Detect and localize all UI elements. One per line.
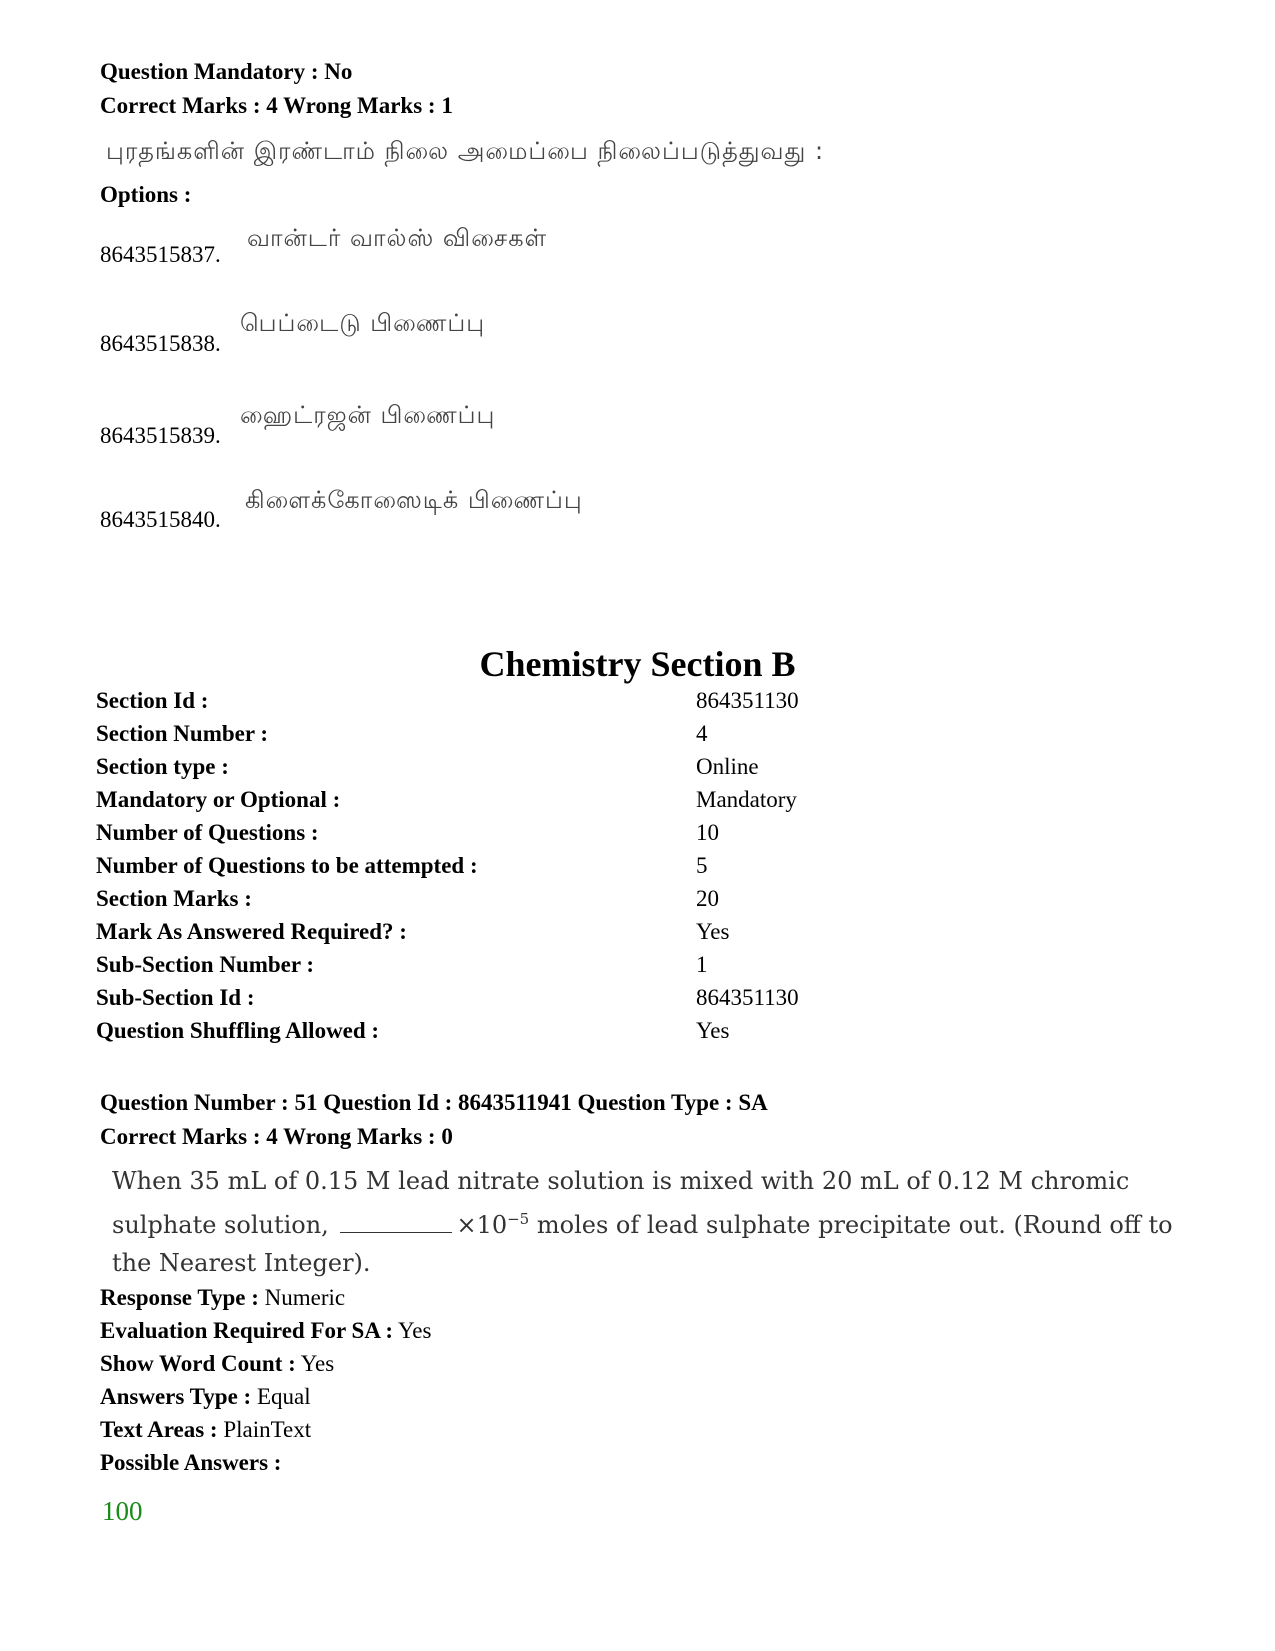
prop-line	[100, 1415, 311, 1445]
section-row	[96, 849, 1096, 882]
prop-line	[100, 1283, 345, 1313]
section-row-key: Number of Questions :	[96, 820, 319, 845]
section-title: Chemistry Section B	[479, 644, 796, 684]
section-row-value: Mandatory	[696, 787, 797, 812]
question-text	[112, 1162, 1187, 1282]
option-text: கிளைக்கோஸைடிக் பிணைப்பு	[245, 486, 583, 514]
prop-key: Response Type :	[100, 1285, 259, 1310]
question-text-part1: When 35 mL of 0.15 M lead nitrate solution is mixed with 20 mL of 0.12 M chromic sulphate solution,	[112, 1167, 1130, 1239]
question-text-multiplier: ×10	[456, 1211, 508, 1239]
prev-marks-line: Correct Marks : 4 Wrong Marks : 1	[100, 93, 453, 118]
prop-key: Text Areas :	[100, 1417, 218, 1442]
section-row-key: Sub-Section Id :	[96, 985, 255, 1010]
section-row-value: Online	[696, 754, 759, 779]
prop-line	[100, 1316, 431, 1346]
section-row	[96, 915, 1096, 948]
prop-value: Yes	[300, 1351, 335, 1376]
section-row-value: 10	[696, 820, 719, 845]
section-row-key: Section type :	[96, 754, 229, 779]
section-row-key: Sub-Section Number :	[96, 952, 315, 977]
question-text-part2: moles of lead sulphate precipitate out. (Round off to the Nearest Integer).	[112, 1211, 1173, 1277]
section-row-value: 5	[696, 853, 708, 878]
prop-key: Show Word Count :	[100, 1351, 296, 1376]
question-text-exponent: −5	[507, 1210, 530, 1228]
prop-key: Answers Type :	[100, 1384, 252, 1409]
section-row-key: Mark As Answered Required? :	[96, 919, 407, 944]
options-label: Options :	[100, 182, 192, 207]
prop-line	[100, 1382, 311, 1412]
section-row-key: Mandatory or Optional :	[96, 787, 341, 812]
section-row-key: Section Number :	[96, 721, 269, 746]
section-row-value: Yes	[696, 919, 730, 944]
prop-value: Equal	[256, 1384, 311, 1409]
possible-answer-value: 100	[102, 1496, 143, 1526]
question-mandatory-label: Question Mandatory :	[100, 59, 319, 84]
section-row	[96, 684, 1096, 717]
section-row-key: Section Id :	[96, 688, 209, 713]
section-row	[96, 1014, 1096, 1047]
option-id: 8643515840.	[100, 507, 221, 532]
question-header: Question Number : 51 Question Id : 8643511941 Question Type : SA	[100, 1090, 768, 1115]
prev-question-text: புரதங்களின் இரண்டாம் நிலை அமைப்பை நிலைப்படுத்துவது :	[106, 137, 825, 165]
option-text: ஹைட்ரஜன் பிணைப்பு	[240, 401, 496, 429]
section-row	[96, 717, 1096, 750]
section-row	[96, 948, 1096, 981]
possible-answers-label: Possible Answers :	[100, 1450, 282, 1475]
prop-value: Numeric	[264, 1285, 346, 1310]
section-row-key: Question Shuffling Allowed :	[96, 1018, 380, 1043]
option-id: 8643515837.	[100, 242, 221, 267]
section-row	[96, 783, 1096, 816]
section-row-value: 20	[696, 886, 719, 911]
prop-value: Yes	[398, 1318, 432, 1343]
prop-line	[100, 1349, 334, 1379]
section-row-value: 1	[696, 952, 708, 977]
section-row	[96, 750, 1096, 783]
section-row	[96, 981, 1096, 1014]
section-row-value: 864351130	[696, 985, 799, 1010]
section-row-key: Number of Questions to be attempted :	[96, 853, 478, 878]
option-text: பெப்டைடு பிணைப்பு	[240, 309, 486, 337]
option-id: 8643515838.	[100, 331, 221, 356]
section-row-value: 864351130	[696, 688, 799, 713]
question-mandatory-line	[100, 57, 352, 87]
section-row-value: 4	[696, 721, 708, 746]
question-marks-line: Correct Marks : 4 Wrong Marks : 0	[100, 1124, 453, 1149]
section-row-value: Yes	[696, 1018, 730, 1043]
prop-key: Evaluation Required For SA :	[100, 1318, 394, 1343]
answer-blank	[340, 1212, 452, 1233]
section-row-key: Section Marks :	[96, 886, 252, 911]
section-row	[96, 816, 1096, 849]
question-mandatory-value: No	[324, 59, 353, 84]
option-id: 8643515839.	[100, 423, 221, 448]
option-text: வான்டர் வால்ஸ் விசைகள்	[247, 224, 548, 252]
section-row	[96, 882, 1096, 915]
prop-value: PlainText	[223, 1417, 312, 1442]
